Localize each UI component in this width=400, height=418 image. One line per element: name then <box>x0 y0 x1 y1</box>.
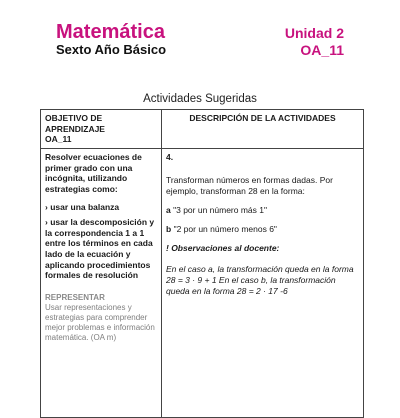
unit-label: Unidad 2 <box>284 25 344 41</box>
objective-bullet-balance: › usar una balanza <box>45 202 120 213</box>
objective-intro: Resolver ecuaciones de primer grado con una incógnita, utilizando estrategias como: <box>45 151 142 194</box>
activity-description-cell <box>162 148 364 417</box>
represent-title: REPRESENTAR <box>45 292 105 302</box>
grade-subtitle: Sexto Año Básico <box>56 42 167 57</box>
objective-header-line2: OA_11 <box>45 134 72 145</box>
observations-text: En el caso a, la transformación queda en la forma 28 = 3 · 9 + 1 En el caso b, la transformación queda en la forma 28 = 2 · 17 -6 <box>166 264 354 297</box>
objective-cell <box>41 148 162 417</box>
objective-header-line1: OBJETIVO DE APRENDIZAJE <box>45 113 105 134</box>
activity-option-b <box>166 224 359 235</box>
option-b-letter: b <box>166 224 172 235</box>
oa-code-label: OA_11 <box>300 42 344 58</box>
objective-bullet-decomposition: › usar la descomposición y la correspondencia 1 a 1 entre los términos en cada lado de la ecuación y aplicando procedimientos formales de resolución <box>45 217 155 281</box>
section-heading: Actividades Sugeridas <box>143 93 257 105</box>
activities-table <box>40 109 364 418</box>
observations-heading: ! Observaciones al docente: <box>166 243 280 254</box>
option-a-text: "3 por un número más 1" <box>170 205 268 216</box>
activity-intro: Transforman números en formas dadas. Por ejemplo, transforman 28 en la forma: <box>166 174 333 196</box>
table-row <box>41 148 364 417</box>
represent-text: Usar representaciones y estrategias para comprender mejor problemas e información matemática. (OA m) <box>45 302 155 342</box>
option-a-letter: a <box>166 205 171 216</box>
activity-option-a <box>166 205 359 216</box>
description-column-header: DESCRIPCIÓN DE LA ACTIVIDADES <box>162 110 364 149</box>
objective-column-header <box>41 110 162 149</box>
subject-title: Matemática <box>56 21 165 43</box>
option-b-text: "2 por un número menos 6" <box>171 224 277 235</box>
activity-number: 4. <box>166 151 174 162</box>
represent-skill <box>45 293 157 343</box>
table-header-row <box>41 110 364 149</box>
